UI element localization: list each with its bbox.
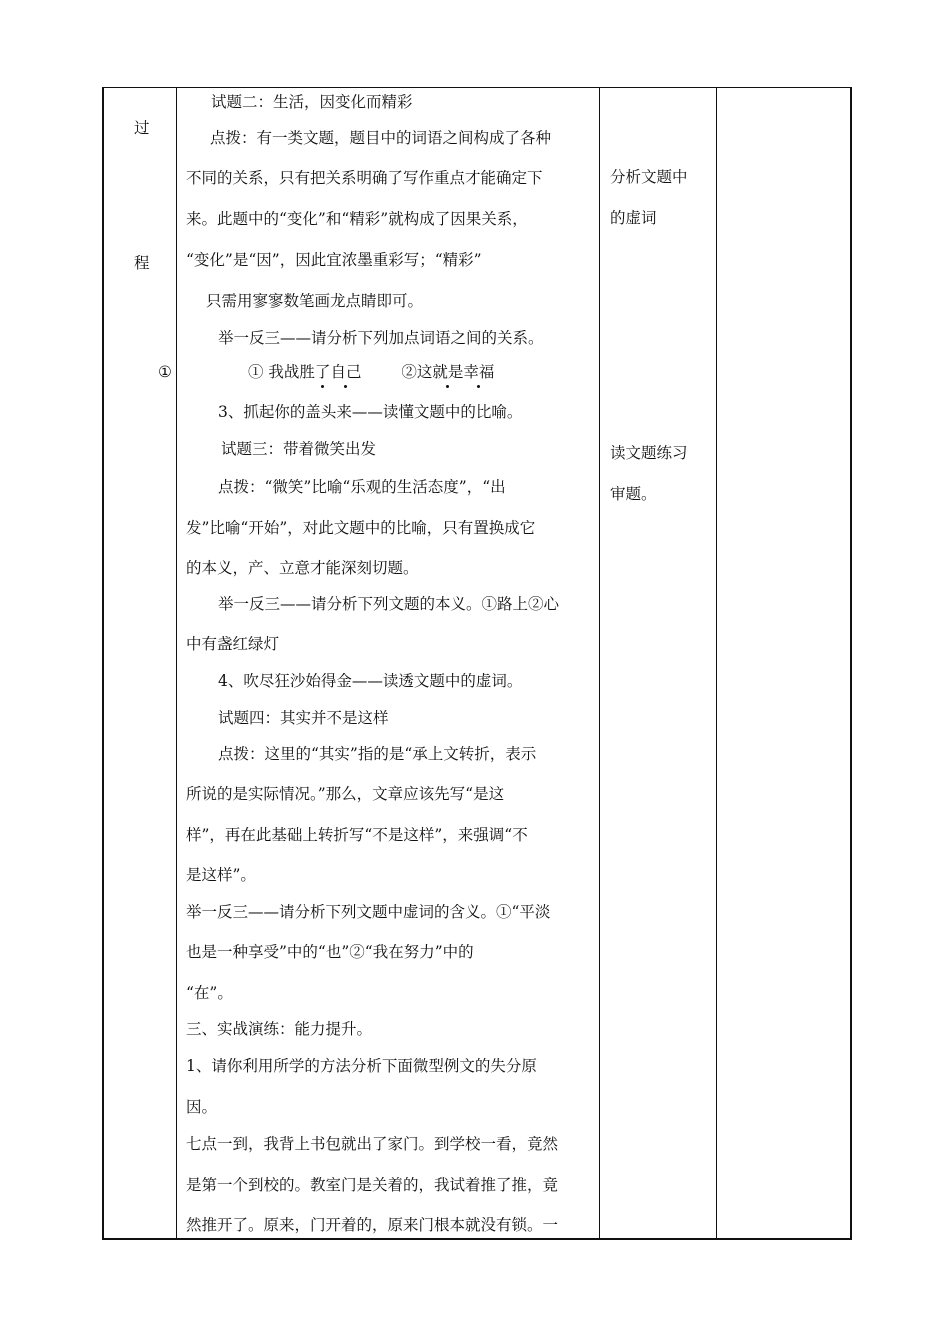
circle-one-marker: ① [158,363,172,381]
content-column [177,88,600,1240]
content-line: 1、请你利用所学的方法分析下面微型例文的失分原 [186,1057,537,1075]
content-line: 中有盏红绿灯 [186,635,280,653]
content-line: 的本义，产、立意才能深刻切题。 [186,559,419,577]
content-line: 然推开了。原来，门开着的，原来门根本就没有锁。一 [186,1216,559,1234]
note-line: 审题。 [610,485,657,503]
content-line: 举一反三——请分析下列文题中虚词的含义。①“平淡 [186,903,551,921]
stage-char-cheng: 程 [134,254,150,272]
stage-column [103,88,177,1240]
content-line: “变化”是“因”，因此宜浓墨重彩写；“精彩” [186,251,482,269]
content-line: 不同的关系，只有把关系明确了写作重点才能确定下 [186,169,543,187]
content-line: 样”，再在此基础上转折写“不是这样”，来强调“不 [186,826,528,844]
note-line: 读文题练习 [610,444,688,462]
dotted-word: 幸福 [463,363,495,381]
content-line: 所说的是实际情况。”那么，文章应该先写“是这 [186,785,505,803]
content-line: 是第一个到校的。教室门是关着的，我试着推了推，竟 [186,1176,559,1194]
content-line: 试题二：生活，因变化而精彩 [211,93,413,111]
note-line: 的虚词 [610,209,657,227]
content-line: 试题四：其实并不是这样 [218,709,389,727]
content-line: 也是一种享受”中的“也”②“我在努力”中的 [186,943,474,961]
content-line: 3、抓起你的盖头来——读懂文题中的比喻。 [218,403,523,421]
content-line: 因。 [186,1098,218,1116]
content-line: 是这样”。 [186,866,256,884]
notes-column [600,88,717,1240]
content-line: 举一反三——请分析下列文题的本义。①路上②心 [218,595,560,613]
content-line: 4、吹尽狂沙始得金——读透文题中的虚词。 [218,672,523,690]
stage-char-guo: 过 [134,119,150,137]
example-prefix: ① 我战胜 [248,363,315,381]
dotted-word: 自己 [330,363,362,381]
content-line: 来。此题中的“变化”和“精彩”就构成了因果关系， [186,210,528,228]
content-line: 举一反三——请分析下列加点词语之间的关系。 [218,329,544,347]
note-line: 分析文题中 [610,168,688,186]
content-line: 只需用寥寥数笔画龙点睛即可。 [206,292,424,310]
table-row [103,88,851,1240]
content-line: 七点一到，我背上书包就出了家门。到学校一看，竟然 [186,1135,559,1153]
content-line: 点拨：“微笑”比喻“乐观的生活态度”，“出 [218,478,506,496]
dotted-word: 了 [314,363,331,381]
content-line: 点拨：这里的“其实”指的是“承上文转折，表示 [218,745,537,763]
content-line: 发”比喻“开始”，对此文题中的比喻，只有置换成它 [186,519,536,537]
content-line: 试题三：带着微笑出发 [221,440,377,458]
example-phrases [248,362,494,382]
content-line: “在”。 [186,984,233,1002]
empty-column [717,88,852,1240]
example-prefix: ②这 [401,363,433,381]
content-line: 三、实战演练：能力提升。 [186,1020,373,1038]
content-line: 点拨：有一类文题，题目中的词语之间构成了各种 [210,129,552,147]
dotted-word: 就是 [432,363,464,381]
lesson-table [102,87,852,1240]
